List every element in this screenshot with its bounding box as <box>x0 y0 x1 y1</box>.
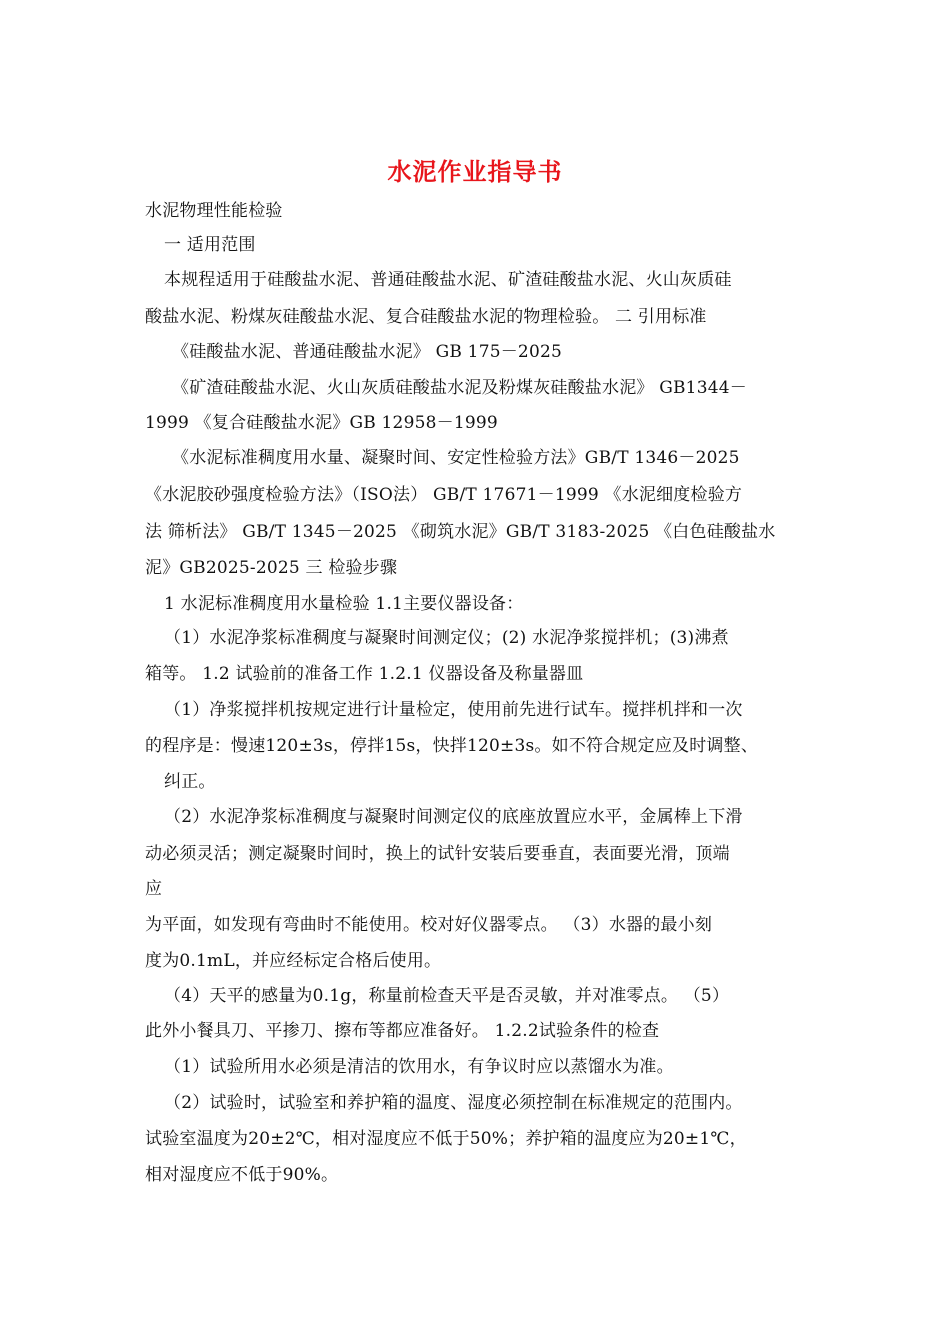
section-heading: 一 适用范围 <box>164 235 256 255</box>
paragraph-line: 箱等。 1.2 试验前的准备工作 1.2.1 仪器设备及称量器皿 <box>145 664 584 684</box>
paragraph-line: 酸盐水泥、粉煤灰硅酸盐水泥、复合硅酸盐水泥的物理检验。 二 引用标准 <box>145 307 707 327</box>
section-heading: 水泥物理性能检验 <box>145 201 283 221</box>
paragraph-line: （1）净浆搅拌机按规定进行计量检定，使用前先进行试车。搅拌机拌和一次 <box>164 700 743 720</box>
paragraph-line: 法 筛析法》 GB/T 1345－2025 《砌筑水泥》GB/T 3183-2025 《白色硅酸盐水 <box>145 522 776 542</box>
paragraph-line: （2）试验时，试验室和养护箱的温度、湿度必须控制在标准规定的范围内。 <box>164 1093 743 1113</box>
paragraph-line: 为平面，如发现有弯曲时不能使用。校对好仪器零点。 （3）水器的最小刻 <box>145 915 713 935</box>
paragraph-line: 1999 《复合硅酸盐水泥》GB 12958－1999 <box>145 413 498 433</box>
paragraph-line: 动必须灵活；测定凝聚时间时，换上的试针安装后要垂直，表面要光滑，顶端 <box>145 844 730 864</box>
paragraph-line: （4）天平的感量为0.1g，称量前检查天平是否灵敏，并对准零点。 （5） <box>164 986 730 1006</box>
paragraph-line: 的程序是：慢速120±3s，停拌15s，快拌120±3s。如不符合规定应及时调整、 <box>145 736 759 756</box>
paragraph-line: （2）水泥净浆标准稠度与凝聚时间测定仪的底座放置应水平，金属棒上下滑 <box>164 807 743 827</box>
paragraph-line: 《水泥标准稠度用水量、凝聚时间、安定性检验方法》GB/T 1346－2025 <box>172 448 740 468</box>
paragraph-line: 试验室温度为20±2℃，相对湿度应不低于50%；养护箱的温度应为20±1℃， <box>145 1129 747 1149</box>
document-title: 水泥作业指导书 <box>387 158 563 186</box>
paragraph-line: 度为0.1mL，并应经标定合格后使用。 <box>145 951 442 971</box>
paragraph-line: 《硅酸盐水泥、普通硅酸盐水泥》 GB 175－2025 <box>172 342 562 362</box>
paragraph-line: 应 <box>145 879 163 899</box>
paragraph-line: 纠正。 <box>164 772 216 792</box>
paragraph-line: 《矿渣硅酸盐水泥、火山灰质硅酸盐水泥及粉煤灰硅酸盐水泥》 GB1344－ <box>172 378 747 398</box>
paragraph-line: 《水泥胶砂强度检验方法》（ISO法） GB/T 17671－1999 《水泥细度检验方 <box>145 485 743 505</box>
paragraph-line: （1）水泥净浆标准稠度与凝聚时间测定仪；(2) 水泥净浆搅拌机；(3)沸煮 <box>164 628 729 648</box>
paragraph-line: 泥》GB2025-2025 三 检验步骤 <box>145 558 398 578</box>
paragraph-line: 此外小餐具刀、平掺刀、擦布等都应准备好。 1.2.2试验条件的检查 <box>145 1021 660 1041</box>
paragraph-line: 相对湿度应不低于90%。 <box>145 1165 339 1185</box>
paragraph-line: 本规程适用于硅酸盐水泥、普通硅酸盐水泥、矿渣硅酸盐水泥、火山灰质硅 <box>164 270 732 290</box>
paragraph-line: 1 水泥标准稠度用水量检验 1.1主要仪器设备： <box>164 594 524 614</box>
paragraph-line: （1）试验所用水必须是清洁的饮用水，有争议时应以蒸馏水为准。 <box>164 1057 674 1077</box>
